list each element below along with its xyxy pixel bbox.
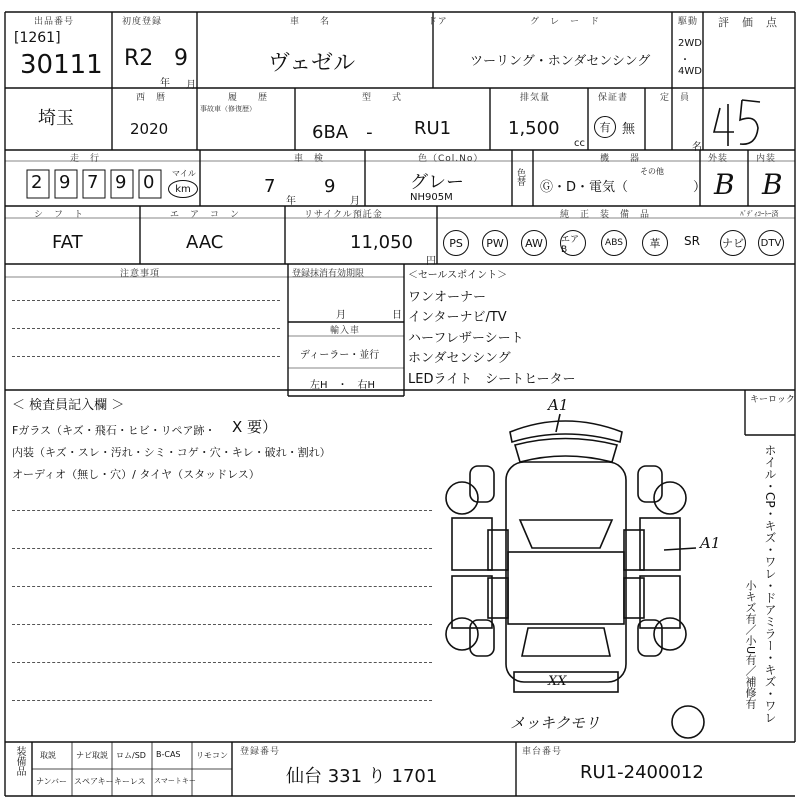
interior-grade: B (762, 168, 783, 201)
inspector-glass-mark: X 要） (232, 418, 278, 436)
color: グレー (410, 172, 464, 193)
inspector-line-interior: 内装（キズ・スレ・汚れ・シミ・コゲ・穴・キレ・破れ・割れ） (12, 446, 331, 459)
equipment: Ⓖ・D・電気（ ） (540, 180, 707, 195)
inspector-title: ＜ 検査員記入欄 ＞ (12, 398, 125, 413)
dealer-label: ディーラー・並行 (300, 350, 380, 361)
model-prefix: 6BA - (312, 122, 373, 143)
year: 2020 (130, 120, 169, 138)
option-navi: ナビ (720, 230, 746, 256)
inspector-line (12, 662, 432, 663)
plate-label: 登録番号 (240, 747, 281, 757)
yen-unit: 円 (426, 256, 436, 267)
chassis-label: 車台番号 (522, 747, 563, 757)
option-dtv: DTV (758, 230, 784, 256)
expiry-day-label: 日 (392, 310, 402, 321)
mark-front: A1 (548, 396, 569, 414)
drive-2wd: 2WD (678, 38, 702, 49)
option-sr: SR (684, 234, 700, 248)
capacity-unit: 名 (692, 142, 702, 153)
drive-dot: ・ (680, 55, 690, 66)
option-label: 純 正 装 備 品 (560, 210, 651, 220)
lot-label: 出品番号 (34, 17, 75, 27)
drive-4wd: 4WD (678, 66, 702, 77)
note-line (12, 356, 280, 357)
footer-item: スペアキー (74, 777, 114, 786)
footer-item: B-CAS (156, 750, 181, 759)
damage-legend: ホイル・CP・キズ・ワレ・ドアミラー・キズ・ワレ (763, 444, 777, 724)
inspection-year-unit: 年 (286, 196, 296, 207)
month-unit: 月 (186, 80, 196, 91)
shift: FAT (52, 232, 83, 253)
era: R2 (124, 46, 154, 71)
mileage-digit: 0 (143, 172, 155, 193)
grade: ツーリング・ホンダセンシング (470, 54, 651, 69)
option-pw: PW (482, 230, 508, 256)
color-code: NH905M (410, 192, 453, 203)
inspector-line-audio: オーディオ（無し・穴）/ タイヤ（スタッドレス） (12, 468, 260, 481)
footer-item: ロム/SD (116, 751, 146, 760)
drive-label: 駆動 (678, 17, 699, 27)
inspection-year: 7 (264, 176, 276, 197)
grade-label: グ レ ー ド (530, 17, 601, 27)
km-unit: km (168, 180, 198, 198)
keylock-label: キーロック (750, 395, 795, 405)
option-ps: PS (443, 230, 469, 256)
sales-point: ワンオーナー (408, 290, 487, 305)
capacity-label: 定 員 (660, 93, 691, 103)
exterior-label: 外装 (708, 154, 729, 164)
reg-month: 9 (174, 46, 188, 71)
recycle-label: リサイクル預託金 (304, 210, 383, 220)
expiry-month-label: 月 (336, 310, 346, 321)
color-label: 色（Col.No） (418, 154, 484, 164)
mileage-digit: 7 (87, 172, 99, 193)
car-name: ヴェゼル (268, 51, 356, 76)
option-airbag: エアB (560, 230, 586, 256)
footer-title: 装備品 (14, 746, 25, 776)
hand-label: 左H ・ 右H (310, 380, 376, 391)
exterior-grade: B (714, 168, 735, 201)
inspection-month-unit: 月 (350, 196, 360, 207)
mileage-label: 走 行 (70, 154, 101, 164)
recycle-amount: 11,050 (350, 232, 413, 253)
inspection-month: 9 (324, 176, 336, 197)
model-code: RU1 (414, 118, 452, 139)
option-corner: ﾊﾞﾃﾞｨｺｰﾄｰ済 (740, 210, 779, 218)
aircon: AAC (186, 232, 224, 253)
option-leather: 革 (642, 230, 668, 256)
inspector-line-glass: Fガラス（キズ・飛石・ヒビ・リペア跡・ (12, 424, 216, 437)
score-label: 評 価 点 (718, 16, 778, 29)
history-label: 履 歴 (228, 93, 269, 103)
mark-side: A1 (700, 534, 721, 552)
warranty-no: 無 (622, 122, 636, 137)
model-label: 型 式 (362, 93, 403, 103)
mileage-digit: 2 (31, 172, 43, 193)
footer-item: リモコン (196, 751, 228, 760)
inspector-line (12, 624, 432, 625)
reg-expiry-label: 登録抹消有効期限 (292, 269, 365, 279)
lot-number: 30111 (20, 50, 103, 80)
plate-number: 仙台 331 り 1701 (286, 766, 438, 787)
history-sub: 事故車（修復歴） (200, 105, 256, 113)
warranty-yes: 有 (594, 116, 616, 138)
chassis-number: RU1-2400012 (580, 762, 704, 783)
inspection-label: 車 検 (294, 154, 325, 164)
inspector-line (12, 700, 432, 701)
damage-legend-sub: 小キズ有／小U有／補修有 (744, 580, 757, 710)
footer-item: キーレス (114, 777, 146, 786)
first-reg-label: 初度登録 (122, 17, 163, 27)
door-label: ドア (428, 17, 448, 27)
sales-point: ホンダセンシング (408, 351, 511, 366)
mile-label: マイル (172, 169, 196, 178)
rear-note: メッキクモリ (510, 714, 601, 732)
sales-point: LEDライト シートヒーター (408, 372, 576, 387)
footer-item: ナンバー (36, 777, 68, 786)
sales-label: ＜セールスポイント＞ (408, 270, 508, 281)
sales-point: インターナビ/TV (408, 310, 507, 325)
region: 埼玉 (38, 108, 74, 129)
inspector-line (12, 548, 432, 549)
note-line (12, 328, 280, 329)
color-change-label: 色替 (515, 168, 525, 186)
mileage-digit: 9 (115, 172, 127, 193)
interior-label: 内装 (756, 154, 777, 164)
footer-item: ナビ取説 (76, 751, 108, 760)
sales-point: ハーフレザーシート (408, 331, 524, 346)
car-diagram (446, 414, 704, 738)
footer-item: 取説 (40, 751, 56, 760)
note-line (12, 300, 280, 301)
equipment-other: その他 (640, 167, 664, 176)
displacement: 1,500 (508, 118, 560, 139)
western-year-label: 西 暦 (136, 93, 167, 103)
lot-paren: [1261] (14, 30, 61, 46)
mark-rear: XX (548, 674, 567, 689)
import-label: 輸入車 (330, 326, 361, 336)
caution-label: 注意事項 (120, 269, 161, 279)
option-aw: AW (521, 230, 547, 256)
option-abs: ABS (601, 230, 627, 256)
inspector-line (12, 586, 432, 587)
car-name-label: 車 名 (290, 17, 331, 27)
cc-unit: cc (574, 138, 585, 149)
mileage-digit: 9 (59, 172, 71, 193)
shift-label: シ フ ト (34, 210, 85, 220)
equipment-label: 機 器 (600, 154, 641, 164)
displacement-label: 排気量 (520, 93, 551, 103)
aircon-label: エ ア コ ン (170, 210, 241, 220)
year-unit: 年 (160, 78, 170, 89)
warranty-label: 保証書 (598, 93, 629, 103)
inspector-line (12, 510, 432, 511)
footer-item: スマートキー (154, 777, 196, 785)
